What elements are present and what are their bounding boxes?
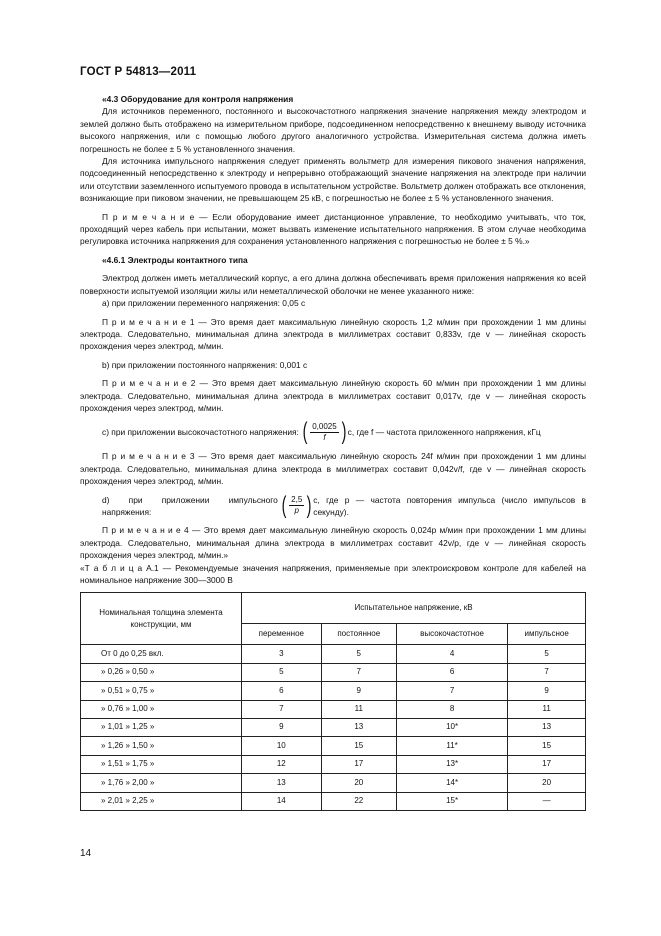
table-cell-value: 22 xyxy=(321,792,396,810)
table-cell-value: — xyxy=(508,792,586,810)
table-cell-value: 8 xyxy=(396,700,507,718)
fraction xyxy=(289,495,304,516)
note-text: — Это время дает максимальную линейную скорость 24f м/мин при прохождении 1 мм длины электрода. Следовательно, минимальная длина электрода в миллиметрах составит 0,042v/f, где v — линейная скорость прохождения через электрод, м/мин. xyxy=(80,451,586,487)
table-row xyxy=(81,774,586,792)
table-cell-value: 13* xyxy=(396,755,507,773)
paragraph: Для источников переменного, постоянного и высокочастотного напряжения значение напряжения между электродом и землей должно быть отображено на измерительном приборе, подсоединенном непосредственно к внешнему выводу источника высокого напряжения, или с помощью любого другого аналогичного устройства. Измерительная система должна иметь погрешность не более ± 5 % установленного значения. xyxy=(80,106,586,154)
table-cell-thickness: » 0,26 » 0,50 » xyxy=(81,663,242,681)
table-cell-value: 17 xyxy=(508,755,586,773)
table-cell-value: 7 xyxy=(396,682,507,700)
note-label: П р и м е ч а н и е 1 xyxy=(102,316,195,327)
table-caption xyxy=(80,562,586,587)
table-cell-thickness: » 0,51 » 0,75 » xyxy=(81,682,242,700)
item-b: b) при приложении постоянного напряжения: 0,001 с xyxy=(102,359,308,370)
item-c-text: c) при приложении высокочастотного напряжения: xyxy=(102,427,299,438)
table-caption-text: — Рекомендуемые значения напряжения, применяемые при электроискровом контроле для кабелей на номинальное напряжение 300—3000 В xyxy=(80,562,586,585)
column-header: высокочастотное xyxy=(396,624,507,645)
fraction-numerator: 2,5 xyxy=(291,495,303,505)
page-body xyxy=(80,93,586,811)
note-label: П р и м е ч а н и е xyxy=(102,211,195,222)
table-cell-value: 9 xyxy=(508,682,586,700)
table-cell-thickness: » 2,01 » 2,25 » xyxy=(81,792,242,810)
note-text: — Это время дает максимальную линейную скорость 0,024p м/мин при прохождении 1 мм длины электрода. Следовательно, минимальная длина электрода в миллиметрах составит 42v/p, где v — линейная скорость прохождения через электрод, м/мин.» xyxy=(80,525,587,561)
item-c-tail: с, где f — частота приложенного напряжения, кГц xyxy=(347,427,541,438)
table-cell-thickness: » 1,76 » 2,00 » xyxy=(81,774,242,792)
fraction-denominator: f xyxy=(323,432,326,442)
table-cell-thickness: » 1,01 » 1,25 » xyxy=(81,718,242,736)
table-cell-value: 7 xyxy=(321,663,396,681)
table-cell-value: 12 xyxy=(242,755,322,773)
table-row xyxy=(81,737,586,755)
document-header: ГОСТ Р 54813—2011 xyxy=(80,66,197,78)
table-row xyxy=(81,718,586,736)
table-cell-value: 7 xyxy=(508,663,586,681)
table-row xyxy=(81,682,586,700)
table-cell-value: 13 xyxy=(321,718,396,736)
paragraph: Для источника импульсного напряжения следует применять вольтметр для измерения пикового значения напряжения, подсоединенный непосредственно к электроду и непрерывно отображающий значение напряжения на электроде при наличии или отсутствии заземленного испытуемого провода в испытательном устройстве. Вольтметр должен отображать все отклонения, возникающие при пиковом значении, не превышающем 25 кВ, с погрешностью не более ± 5 % установленного значения. xyxy=(80,156,586,204)
table-cell-value: 5 xyxy=(242,663,322,681)
table-cell-value: 5 xyxy=(321,645,396,663)
item-d-text: d) при приложении импульсного напряжения: xyxy=(102,494,278,517)
page-number: 14 xyxy=(80,848,92,859)
column-header: импульсное xyxy=(508,624,586,645)
voltage-table xyxy=(80,592,586,811)
table-cell-value: 10* xyxy=(396,718,507,736)
table-cell-value: 15 xyxy=(321,737,396,755)
table-row xyxy=(81,792,586,810)
table-cell-value: 9 xyxy=(321,682,396,700)
table-cell-value: 4 xyxy=(396,645,507,663)
note-label: П р и м е ч а н и е 4 xyxy=(102,525,189,536)
note-text: — Это время дает максимальную линейную скорость 60 м/мин при прохождении 1 мм длины электрода. Следовательно, минимальная длина электрода в миллиметрах составит 0,017v, где v — линейная скорость прохождения через электрод, м/мин. xyxy=(80,378,586,413)
table-cell-thickness: » 1,26 » 1,50 » xyxy=(81,737,242,755)
table-row xyxy=(81,700,586,718)
table-cell-value: 5 xyxy=(508,645,586,663)
table-cell-value: 20 xyxy=(508,774,586,792)
table-cell-value: 13 xyxy=(508,718,586,736)
table-row xyxy=(81,645,586,663)
table-cell-value: 13 xyxy=(242,774,322,792)
fraction-numerator: 0,0025 xyxy=(312,421,337,431)
table-cell-value: 9 xyxy=(242,718,322,736)
table-cell-value: 6 xyxy=(242,682,322,700)
table-cell-value: 14* xyxy=(396,774,507,792)
section-4-6-1-title: «4.6.1 Электроды контактного типа xyxy=(102,254,248,265)
table-cell-value: 17 xyxy=(321,755,396,773)
note-2 xyxy=(80,377,586,414)
column-header: постоянное xyxy=(321,624,396,645)
item-c: c) при приложении высокочастотного напряжения: ( $\frac{0,0025}{f}$ ) с, где f — частота приложенного напряжения, кГц xyxy=(102,418,541,446)
note-3 xyxy=(80,450,586,487)
table-cell-value: 11 xyxy=(508,700,586,718)
table-row xyxy=(81,663,586,681)
table-body xyxy=(81,645,586,811)
table-row xyxy=(81,755,586,773)
note-label: П р и м е ч а н и е 2 xyxy=(102,378,196,389)
table-cell-value: 15 xyxy=(508,737,586,755)
table-cell-value: 15* xyxy=(396,792,507,810)
table-cell-value: 10 xyxy=(242,737,322,755)
table-cell-value: 6 xyxy=(396,663,507,681)
paragraph: Электрод должен иметь металлический корпус, а его длина должна обеспечивать время приложения напряжения ко всей поверхности испытуемой изоляции жилы или неметаллической оболочки не менее указанного ниже: xyxy=(80,273,586,296)
note xyxy=(80,211,586,248)
table-cell-value: 7 xyxy=(242,700,322,718)
item-d: d) при приложении импульсного напряжения: ( $\frac{2,5}{p}$ ) с, где p — частота повторения импульса (число импульсов в секунду). xyxy=(102,491,586,519)
table-cell-value: 20 xyxy=(321,774,396,792)
table-cell-value: 11* xyxy=(396,737,507,755)
table-label: «Т а б л и ц а А.1 xyxy=(80,562,159,573)
note-label: П р и м е ч а н и е 3 xyxy=(102,451,195,462)
table-cell-thickness: » 1,51 » 1,75 » xyxy=(81,755,242,773)
item-d-tail: с, где p — частота повторения импульса (число импульсов в секунду). xyxy=(313,494,586,517)
table-cell-value: 11 xyxy=(321,700,396,718)
table-cell-thickness: От 0 до 0,25 вкл. xyxy=(81,645,242,663)
fraction-denominator: p xyxy=(294,506,299,516)
table-cell-value: 3 xyxy=(242,645,322,663)
section-4-3-title: «4.3 Оборудование для контроля напряжения xyxy=(102,94,294,104)
note-4 xyxy=(80,524,586,561)
fraction xyxy=(310,422,338,443)
column-group-header: Испытательное напряжение, кВ xyxy=(242,593,586,624)
note-text: — Это время дает максимальную линейную скорость 1,2 м/мин при прохождении 1 мм длины электрода. Следовательно, минимальная длина электрода в миллиметрах составит 0,833v, где v — линейная скорость прохождения через электрод, м/мин. xyxy=(80,316,586,352)
table-cell-value: 14 xyxy=(242,792,322,810)
note-text: — Если оборудование имеет дистанционное управление, то необходимо учитывать, что ток, проходящий через кабель при испытании, может вызвать изменение испытательного напряжения. В этом случае необходима регулировка источника напряжения для сохранения установленного напряжения с погрешностью не более ± 5 %.» xyxy=(80,211,586,247)
table-cell-thickness: » 0,76 » 1,00 » xyxy=(81,700,242,718)
column-header-thickness: Номинальная толщина элемента конструкции, мм xyxy=(81,593,242,645)
column-header: переменное xyxy=(242,624,322,645)
note-1 xyxy=(80,316,586,353)
item-a: a) при приложении переменного напряжения: 0,05 с xyxy=(102,298,306,309)
